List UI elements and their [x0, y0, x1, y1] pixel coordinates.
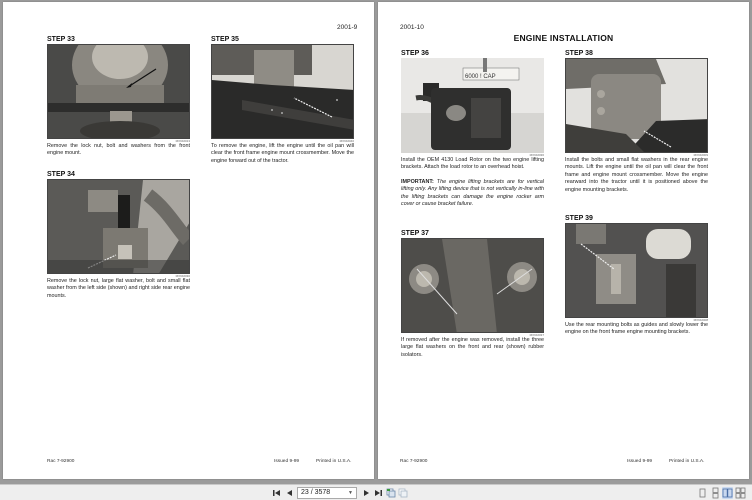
image-code: MX99J030 [175, 274, 190, 278]
image-code: MX99J009 [693, 153, 708, 157]
image-code: MX99J040 [339, 139, 354, 143]
copy-icon [386, 487, 396, 499]
view-single-page-button[interactable] [697, 487, 708, 499]
footer-issued: Issued 9-99 [627, 459, 653, 464]
left-page [3, 2, 374, 479]
step-35-photo [211, 44, 354, 139]
step-36-photo [401, 58, 544, 153]
view-two-page-continuous-button[interactable] [735, 487, 746, 499]
step-label: STEP 34 [47, 171, 75, 178]
step-38-photo [565, 58, 708, 153]
next-page-icon [362, 487, 371, 499]
section-title: ENGINE INSTALLATION [513, 33, 614, 43]
step-description: To remove the engine, lift the engine until the oil pan will clear the front frame engine mount crossmember. Move the engine forward out of the tractor. [211, 143, 354, 164]
print-page-button[interactable] [398, 487, 408, 499]
step-39-photo [565, 223, 708, 318]
navigation-toolbar [0, 484, 752, 500]
page-dropdown-arrow-icon[interactable]: ▼ [348, 490, 353, 496]
step-label: STEP 37 [401, 230, 429, 237]
footer-doc-id: Rac 7-92900 [47, 459, 75, 464]
two-page-continuous-icon [735, 487, 746, 499]
first-page-button[interactable] [272, 487, 282, 499]
step-label: STEP 35 [211, 36, 239, 43]
important-label: IMPORTANT: [401, 178, 434, 185]
step-description: Install the OEM 4130 Load Rotor on the two engine lifting brackets. Attach the load rotor to an overhead hoist. [401, 157, 544, 171]
page-number: 2001-9 [337, 24, 358, 31]
step-description: If removed after the engine was removed, install the three large flat washers on the front and rear (shown) rubber isolators. [401, 337, 544, 358]
image-code: MX99J037 [529, 333, 544, 337]
next-page-button[interactable] [362, 487, 371, 499]
step-34-photo [47, 179, 190, 274]
step-37-photo [401, 238, 544, 333]
view-continuous-button[interactable] [710, 487, 721, 499]
view-two-page-button[interactable] [722, 487, 733, 499]
two-page-icon [722, 487, 733, 499]
step-label: STEP 33 [47, 36, 75, 43]
step-description: Use the rear mounting bolts as guides and slowly lower the engine on the front frame engine mounting brackets. [565, 322, 708, 336]
step-description: Install the bolts and small flat washers in the rear engine mounts. Lift the engine until the oil pan will clear the front frame and engine mount crossmember. Move the engine rearward into the tractor until it is positioned above the engine mounting brackets. [565, 157, 708, 193]
copy-page-button[interactable] [386, 487, 396, 499]
step-33-photo [47, 44, 190, 139]
step-34 [47, 170, 190, 300]
step-35 [211, 35, 354, 165]
right-page [378, 2, 749, 479]
step-33 [47, 35, 190, 158]
first-page-icon [272, 487, 282, 499]
step-label: STEP 38 [565, 50, 593, 57]
image-code: MX99J013 [175, 139, 190, 143]
step-39 [565, 214, 708, 337]
page-number-input[interactable] [297, 487, 357, 499]
svg-text:6000 ! CAP: 6000 ! CAP [465, 74, 496, 80]
step-description: Remove the lock nut, bolt and washers from the front engine mount. [47, 143, 190, 157]
step-36 [401, 49, 544, 208]
important-text: The engine lifting brackets are for vertical lifting only. Any lifting device that is not vertically in-line with the lifting brackets can damage the engine rocker arm cover or cause bracket failure. [401, 178, 544, 208]
single-page-icon [697, 487, 708, 499]
prev-page-icon [285, 487, 294, 499]
last-page-button[interactable] [373, 487, 383, 499]
pages-icon [398, 487, 408, 499]
image-code: MX99J008 [693, 318, 708, 322]
page-indicator: 23 / 3578 [301, 489, 331, 496]
step-label: STEP 36 [401, 50, 429, 57]
step-description: Remove the lock nut, large flat washer, bolt and small flat washer from the left side (shown) and right side rear engine mounts. [47, 278, 190, 299]
footer-printed: Printed in U.S.A. [669, 459, 705, 464]
step-38 [565, 49, 708, 194]
continuous-pages-icon [710, 487, 721, 499]
footer-doc-id: Rac 7-92900 [400, 459, 428, 464]
last-page-icon [373, 487, 383, 499]
footer-issued: Issued 9-99 [274, 459, 300, 464]
page-number: 2001-10 [400, 24, 424, 31]
important-note [401, 179, 544, 209]
image-code: MX99J036 [529, 153, 544, 157]
prev-page-button[interactable] [285, 487, 294, 499]
step-label: STEP 39 [565, 215, 593, 222]
footer-printed: Printed in U.S.A. [316, 459, 352, 464]
step-37 [401, 229, 544, 359]
